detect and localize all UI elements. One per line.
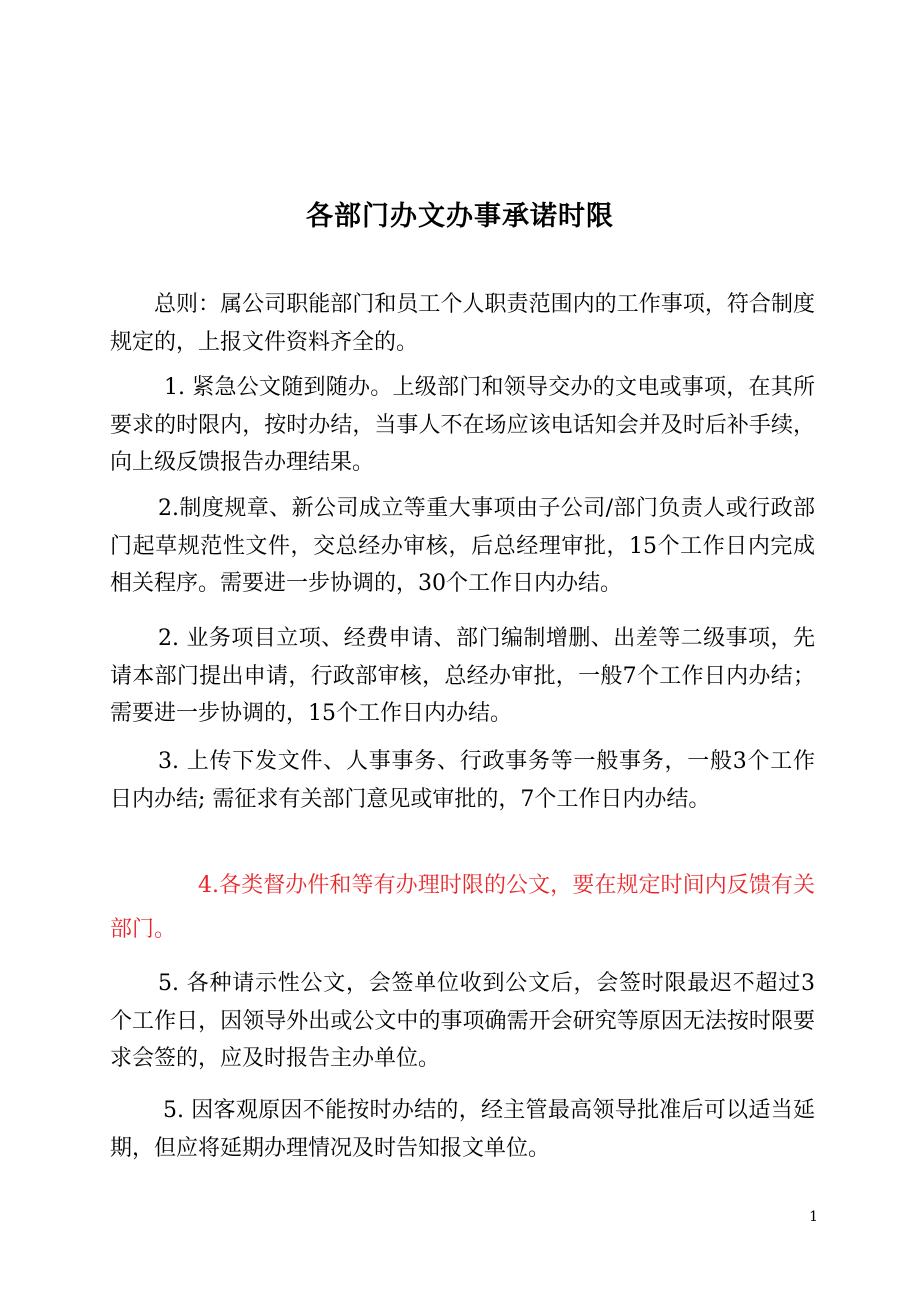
paragraph-item-5a: 5. 各种请示性公文，会签单位收到公文后，会签时限最迟不超过3个工作日，因领导外出或公文中的事项确需开会研究等原因无法按时限要求会签的，应及时报告主办单位。 (110, 971, 815, 1071)
paragraph-general: 总则：属公司职能部门和员工个人职责范围内的工作事项，符合制度规定的，上报文件资料齐全的。 (110, 292, 815, 355)
paragraph-item-1: 1. 紧急公文随到随办。上级部门和领导交办的文电或事项，在其所要求的时限内，按时办结，当事人不在场应该电话知会并及时后补手续，向上级反馈报告办理结果。 (110, 375, 815, 475)
paragraph-item-5b: 5. 因客观原因不能按时办结的，经主管最高领导批准后可以适当延期，但应将延期办理情况及时告知报文单位。 (110, 1098, 815, 1161)
page-number: 1 (809, 1209, 818, 1225)
document-title: 各部门办文办事承诺时限 (306, 201, 614, 232)
paragraph-item-3: 3. 上传下发文件、人事事务、行政事务等一般事务，一般3个工作日内办结; 需征求有关部门意见或审批的，7个工作日内办结。 (110, 749, 815, 812)
paragraph-item-2b: 2. 业务项目立项、经费申请、部门编制增删、出差等二级事项，先请本部门提出申请，行政部审核，总经办审批，一般7个工作日内办结；需要进一步协调的，15个工作日内办结。 (110, 626, 815, 726)
paragraph-item-4-highlighted: 4.各类督办件和等有办理时限的公文，要在规定时间内反馈有关部门。 (110, 873, 815, 942)
paragraph-item-2a: 2.制度规章、新公司成立等重大事项由子公司/部门负责人或行政部门起草规范性文件，交总经办审核，后总经理审批，15个工作日内完成相关程序。需要进一步协调的，30个工作日内办结。 (110, 496, 815, 596)
